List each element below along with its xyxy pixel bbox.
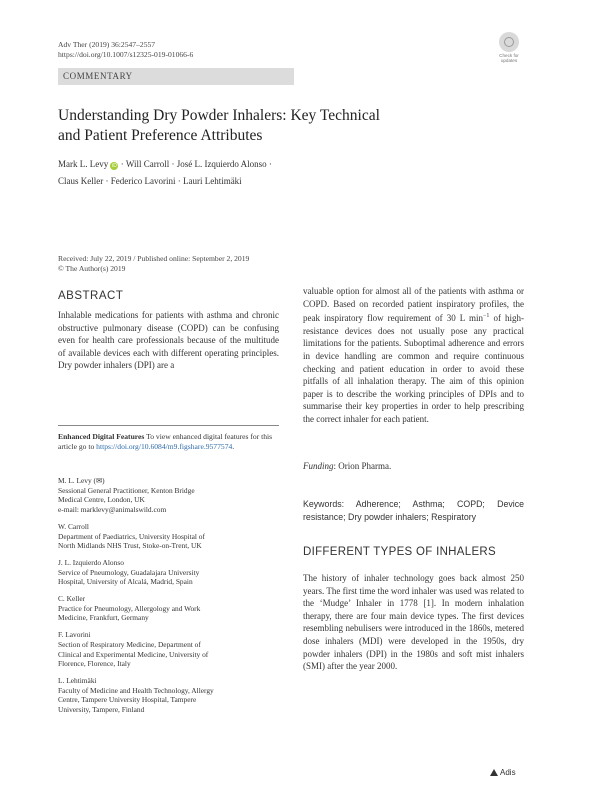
- update-badge-label: Check for updates: [499, 53, 519, 63]
- publisher-logo: [490, 768, 516, 777]
- affiliation-block: L. Lehtimäki Faculty of Medicine and Health Technology, Allergy Centre, Tampere University Hospital, Tampere University, Tampere, Finland: [58, 675, 214, 715]
- author-levy[interactable]: Mark L. Levy: [58, 159, 109, 169]
- abstract-text-right: valuable option for almost all of the patients with asthma or COPD. Based on recorded patient inspiratory profiles, the peak inspiratory flow requirement of 30 L $\min^{-1}$ of high-resistance devices does not usually pose any practical limitations for the patients. Suboptimal adherence and errors in device handling are common and require continuous checking and patient education in order to avoid these pitfalls of all inhalation therapy. The aim of this opinion paper is to describe the working principles of DPIs and to summarise their key properties in order to help prescribing the correct inhaler for each patient.: [303, 286, 524, 424]
- update-icon: [499, 32, 519, 52]
- enhanced-text: To view enhanced digital features for this article go to: [58, 432, 273, 451]
- orcid-icon[interactable]: iD: [112, 163, 117, 169]
- enhanced-label: Enhanced Digital Features: [58, 432, 145, 441]
- abstract-heading: ABSTRACT: [58, 290, 124, 302]
- affiliation-block: J. L. Izquierdo Alonso Service of Pneumology, Guadalajara University Hospital, University of Alcalá, Madrid, Spain: [58, 557, 200, 587]
- section-paragraph: The history of inhaler technology goes back almost 250 years. The first time the word inhaler was used was related to the ‘Mudge’ Inhaler in 1778 [1]. In modern inhalation therapy, there are four main device types. The first devices resembling nebulisers were introduced in the 1860s, metered dose inhalers (MDI) were developed in the 1950s, dry powder inhalers (DPI) in the 1980s and soft mist inhalers (SMI) after the year 2000.: [303, 573, 524, 672]
- abstract-text-left: Inhalable medications for patients with asthma and chronic obstructive pulmonary disease (COPD) can be confusing even for health care professionals because of the multitude of available devices each with different operating principles. Dry powder inhalers (DPI) are a: [58, 310, 279, 371]
- dates-line: Received: July 22, 2019 / Published online: September 2, 2019: [58, 254, 250, 263]
- journal-line: Adv Ther (2019) 36:2547–2557: [58, 40, 156, 49]
- divider: [58, 425, 279, 426]
- publication-dates: [58, 254, 249, 274]
- affiliation-block: W. Carroll Department of Paediatrics, University Hospital of North Midlands NHS Trust, Stoke-on-Trent, UK: [58, 521, 205, 551]
- journal-citation: [58, 40, 193, 60]
- author-line-1-rest: · Will Carroll · José L. Izquierdo Alonso ·: [118, 159, 272, 169]
- adis-triangle-icon: [490, 769, 498, 776]
- affiliation-block: F. Lavorini Section of Respiratory Medicine, Department of Clinical and Experimental Medicine, University of Florence, Florence, Italy: [58, 630, 209, 669]
- title-line-1: Understanding Dry Powder Inhalers: Key Technical: [58, 107, 380, 124]
- figshare-link[interactable]: https://doi.org/10.6084/m9.figshare.9577574: [96, 442, 233, 451]
- affiliation-block: C. Keller Practice for Pneumology, Allergology and Work Medicine, Frankfurt, Germany: [58, 594, 201, 623]
- funding-statement: Funding: Orion Pharma.: [303, 461, 392, 471]
- affiliation-block: M. L. Levy (✉) Sessional General Practitioner, Kenton Bridge Medical Centre, London, UK e-mail: marklevy@animalswild.com: [58, 476, 279, 515]
- affiliations: [58, 476, 279, 722]
- keywords: Keywords: Adherence; Asthma; COPD; Device resistance; Dry powder inhalers; Respiratory: [303, 499, 524, 522]
- author-list: [58, 156, 358, 190]
- section-heading: DIFFERENT TYPES OF INHALERS: [303, 546, 496, 558]
- publisher-name: Adis: [500, 768, 516, 777]
- check-for-updates-badge[interactable]: [494, 32, 524, 63]
- doi-link[interactable]: https://doi.org/10.1007/s12325-019-01066-6: [58, 50, 194, 59]
- article-type-bar: COMMENTARY: [58, 68, 294, 85]
- author-email[interactable]: e-mail: marklevy@animalswild.com: [58, 505, 167, 515]
- title-line-2: and Patient Preference Attributes: [58, 127, 263, 144]
- author-line-2: Claus Keller · Federico Lavorini · Lauri Lehtimäki: [58, 176, 242, 186]
- article-title: [58, 106, 498, 146]
- copyright-line: © The Author(s) 2019: [58, 264, 126, 273]
- enhanced-features-note: Enhanced Digital Features To view enhanced digital features for this article go to https://doi.org/10.6084/m9.figshare.9577574.: [58, 432, 273, 451]
- funding-label: Funding: [303, 461, 334, 471]
